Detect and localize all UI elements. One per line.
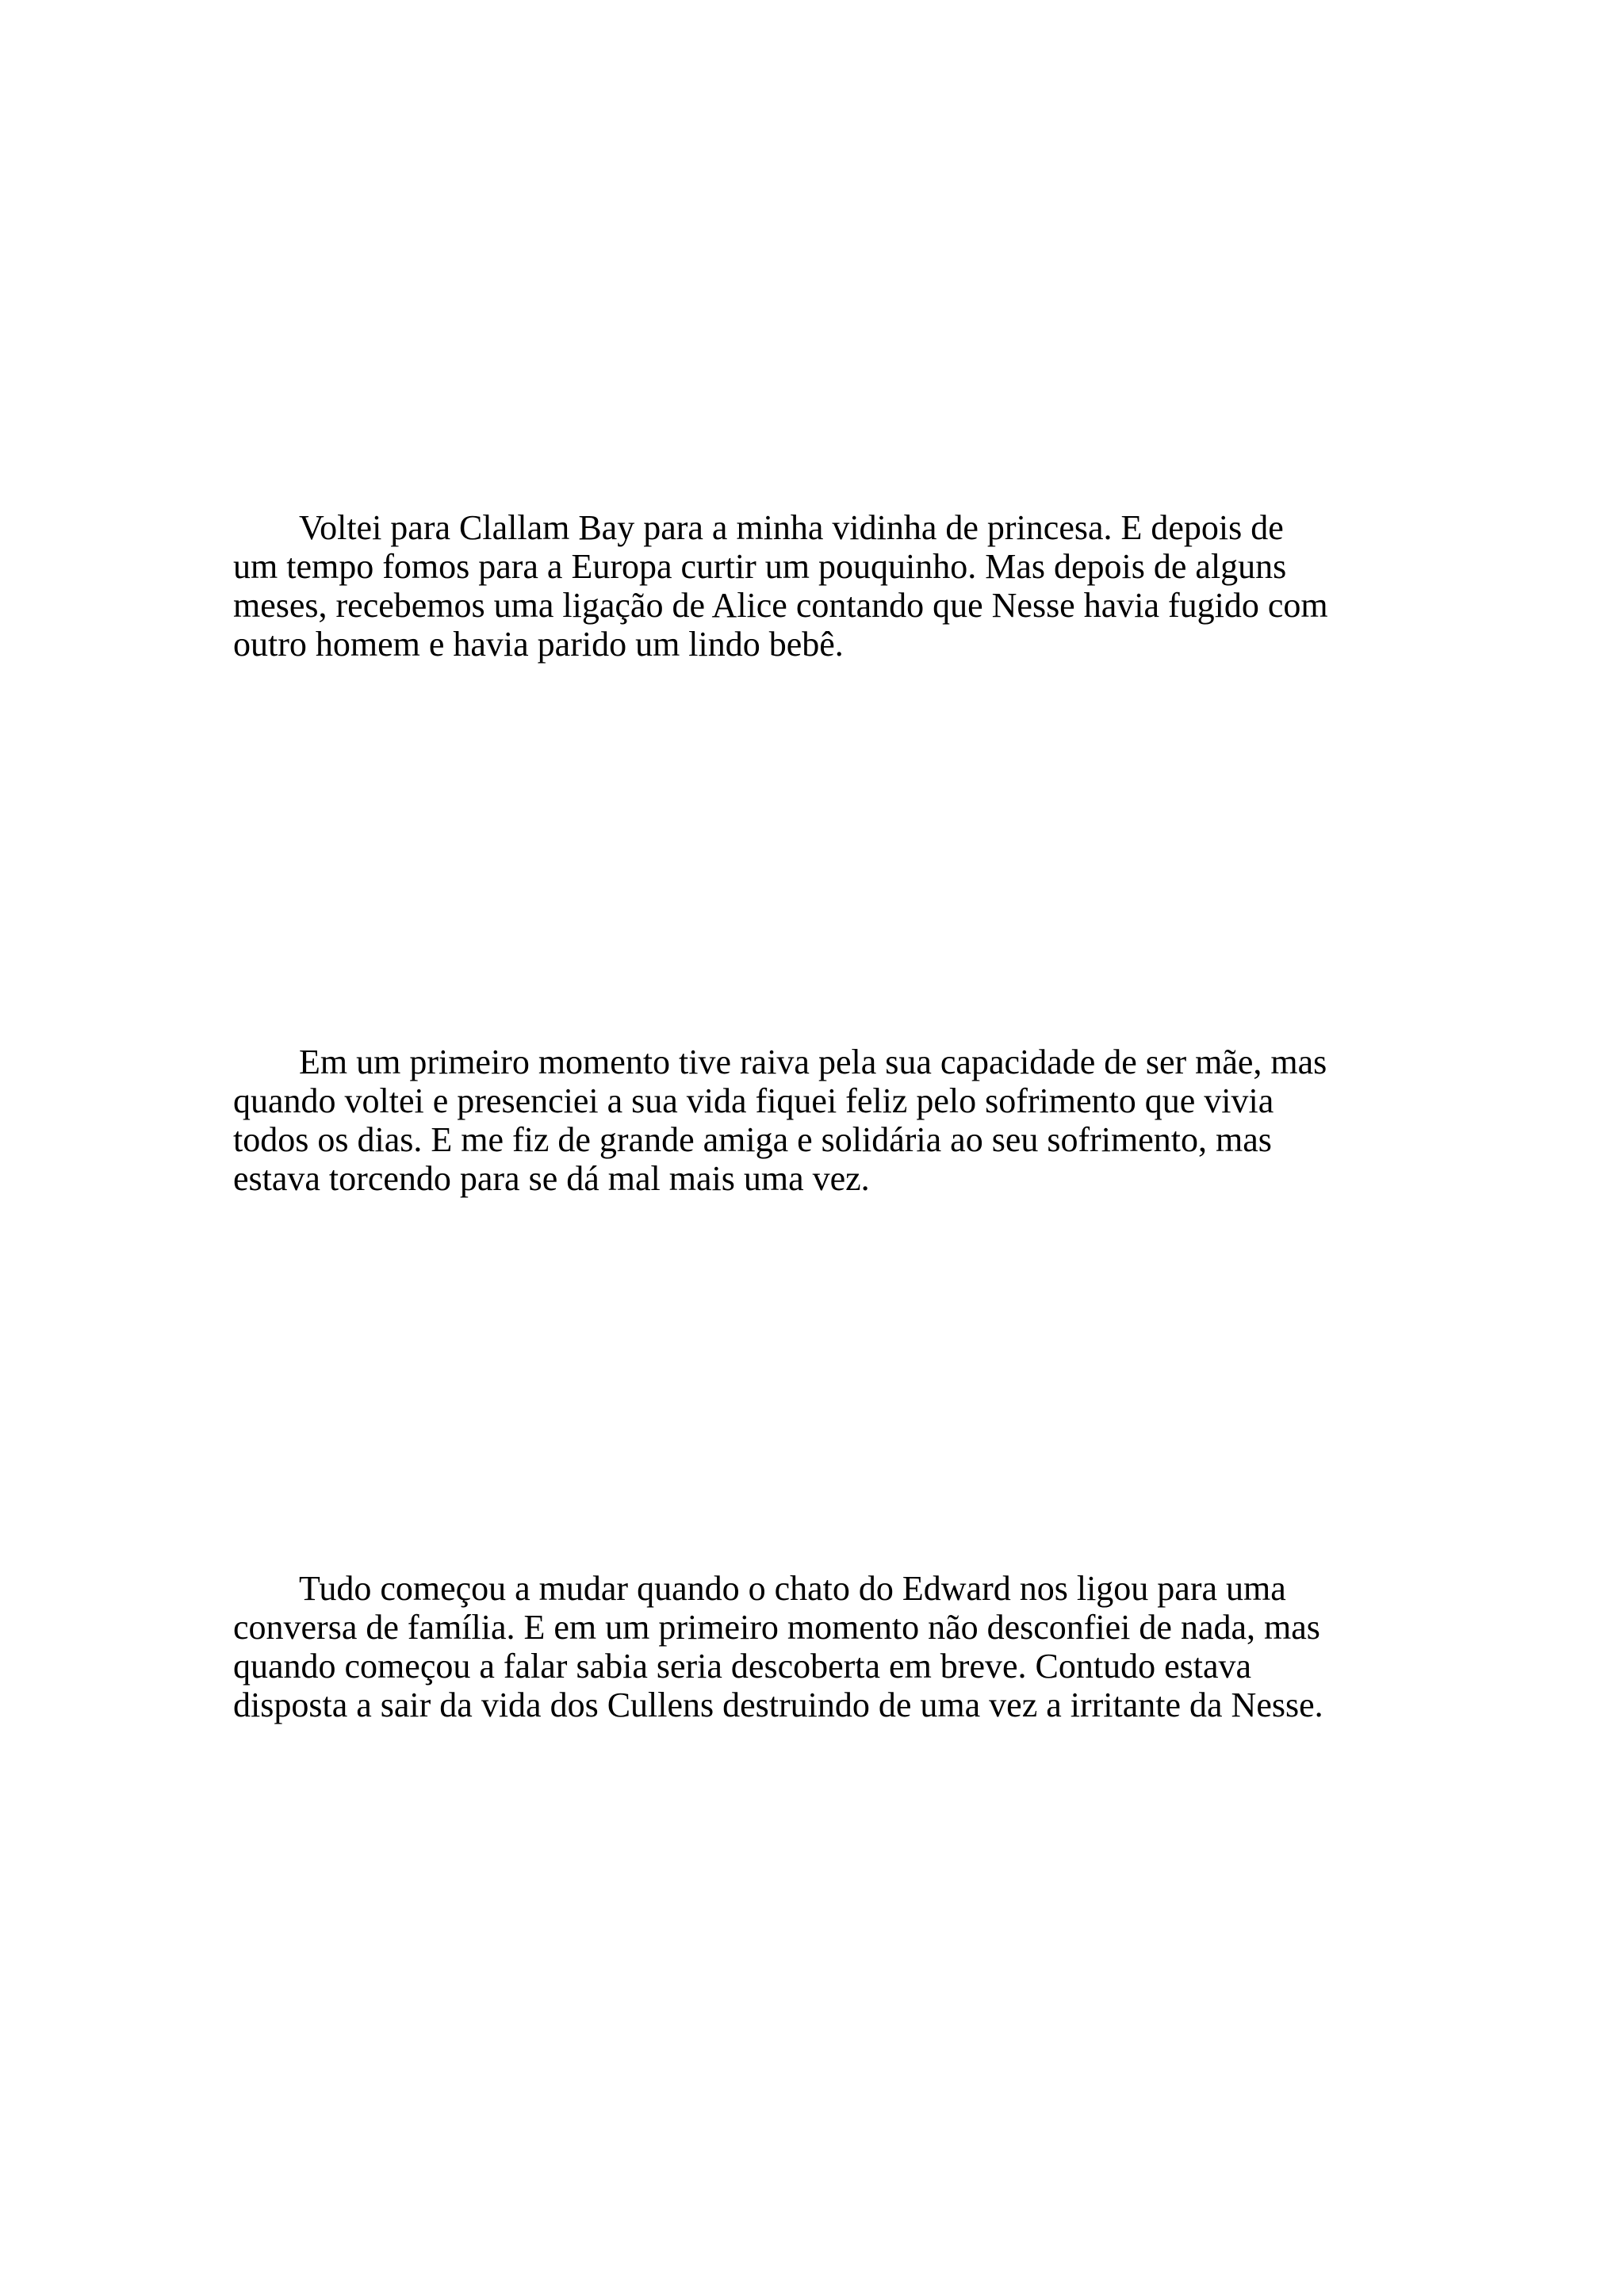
paragraph-line: Voltei para Clallam Bay para a minha vidinha de princesa. E depois de	[299, 508, 1284, 547]
paragraph-3	[233, 1569, 1323, 1724]
paragraph-line: conversa de família. E em um primeiro momento não desconfiei de nada, mas	[233, 1608, 1320, 1647]
paragraph-line: estava torcendo para se dá mal mais uma vez.	[233, 1159, 870, 1198]
paragraph-line: Em um primeiro momento tive raiva pela sua capacidade de ser mãe, mas	[299, 1043, 1327, 1081]
paragraph-1	[233, 508, 1328, 664]
paragraph-line: quando começou a falar sabia seria descoberta em breve. Contudo estava	[233, 1647, 1252, 1686]
paragraph-line: outro homem e havia parido um lindo bebê.	[233, 625, 844, 664]
paragraph-line: todos os dias. E me fiz de grande amiga e solidária ao seu sofrimento, mas	[233, 1120, 1272, 1159]
paragraph-line: meses, recebemos uma ligação de Alice contando que Nesse havia fugido com	[233, 586, 1328, 625]
paragraph-line: disposta a sair da vida dos Cullens destruindo de uma vez a irritante da Nesse.	[233, 1686, 1323, 1724]
paragraph-line: Tudo começou a mudar quando o chato do Edward nos ligou para uma	[299, 1569, 1286, 1608]
paragraph-2	[233, 1043, 1327, 1198]
paragraph-line: um tempo fomos para a Europa curtir um pouquinho. Mas depois de alguns	[233, 547, 1287, 586]
paragraph-line: quando voltei e presenciei a sua vida fiquei feliz pelo sofrimento que vivia	[233, 1081, 1274, 1120]
